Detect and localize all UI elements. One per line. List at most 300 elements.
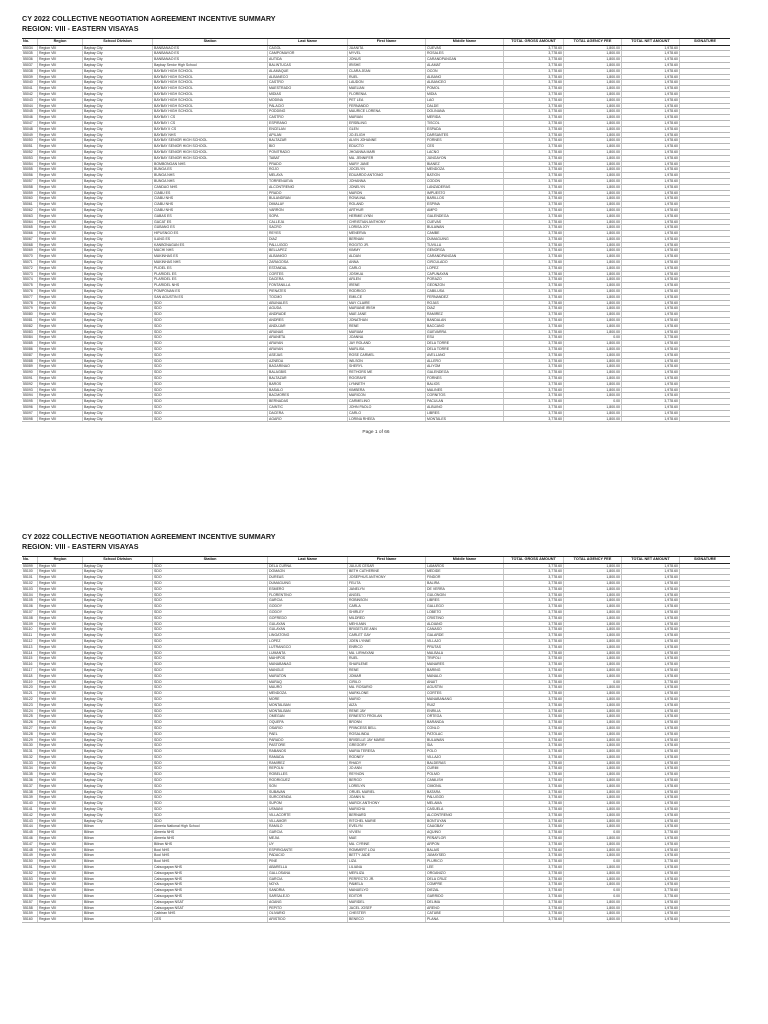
cell-middle-name: PACULAN	[426, 399, 504, 404]
cell-middle-name: PATOLAC	[426, 732, 504, 737]
cell-total-net-amount: 1,978.60	[622, 761, 680, 766]
cell-no: 55056	[22, 173, 38, 178]
cell-total-net-amount: 1,978.60	[622, 622, 680, 627]
cell-school-division: Baybay City	[83, 645, 153, 650]
cell-school-division: Baybay City	[83, 335, 153, 340]
cell-total-gross-amount: 3,778.60	[504, 127, 564, 132]
cell-school-division: Baybay City	[83, 743, 153, 748]
cell-station: SDO	[153, 335, 268, 340]
cell-middle-name: ALBUINO	[426, 405, 504, 410]
cell-total-net-amount: 1,978.60	[622, 743, 680, 748]
cell-total-agency-fee: 1,800.00	[564, 364, 622, 369]
cell-middle-name: TISCOL	[426, 121, 504, 126]
cell-no: 55067	[22, 237, 38, 242]
cell-total-agency-fee: 1,800.00	[564, 911, 622, 916]
cell-region: Region VIII	[38, 150, 83, 155]
cell-region: Region VIII	[38, 376, 83, 381]
cell-middle-name: MIDIA	[426, 92, 504, 97]
cell-last-name: CAGOL	[268, 46, 348, 51]
cell-first-name: ROBINSON	[348, 598, 426, 603]
cell-station: SDO	[153, 393, 268, 398]
cell-total-agency-fee: 1,800.00	[564, 569, 622, 574]
cell-total-agency-fee: 1,800.00	[564, 301, 622, 306]
cell-station: SDO	[153, 778, 268, 783]
cell-total-net-amount: 1,978.60	[622, 156, 680, 161]
cell-last-name: GALLOSANA	[268, 871, 348, 876]
cell-signature	[680, 272, 730, 277]
cell-total-net-amount: 1,978.60	[622, 627, 680, 632]
cell-signature	[680, 836, 730, 841]
cell-last-name: PALACIO	[268, 104, 348, 109]
cell-signature	[680, 859, 730, 864]
cell-school-division: Baybay City	[83, 598, 153, 603]
cell-signature	[680, 196, 730, 201]
cell-school-division: Baybay City	[83, 312, 153, 317]
cell-middle-name: ORTEGA	[426, 714, 504, 719]
cell-school-division: Baybay City	[83, 388, 153, 393]
cell-region: Region VIII	[38, 295, 83, 300]
column-header-middle-name: Middle Name	[426, 39, 504, 45]
cell-first-name: RUEL	[348, 656, 426, 661]
cell-total-gross-amount: 3,778.60	[504, 703, 564, 708]
cell-school-division: Baybay City	[83, 697, 153, 702]
cell-no: 55043	[22, 98, 38, 103]
cell-total-net-amount: 1,978.60	[622, 51, 680, 56]
cell-school-division: Baybay City	[83, 156, 153, 161]
cell-region: Region VIII	[38, 179, 83, 184]
cell-region: Region VIII	[38, 335, 83, 340]
cell-station: SDO	[153, 795, 268, 800]
cell-signature	[680, 185, 730, 190]
cell-signature	[680, 784, 730, 789]
cell-signature	[680, 633, 730, 638]
cell-no: 55063	[22, 214, 38, 219]
cell-total-agency-fee: 1,800.00	[564, 75, 622, 80]
cell-first-name: SHARLENE	[348, 662, 426, 667]
cell-total-agency-fee: 1,800.00	[564, 645, 622, 650]
cell-total-agency-fee: 1,800.00	[564, 237, 622, 242]
cell-region: Region VIII	[38, 272, 83, 277]
cell-total-agency-fee: 1,800.00	[564, 906, 622, 911]
cell-station: SDO	[153, 755, 268, 760]
cell-total-agency-fee: 1,800.00	[564, 115, 622, 120]
cell-signature	[680, 306, 730, 311]
cell-last-name: GULAYAN	[268, 627, 348, 632]
cell-total-gross-amount: 3,778.60	[504, 743, 564, 748]
cell-station: PLARIDEL ES	[153, 272, 268, 277]
cell-last-name: PARADO	[268, 738, 348, 743]
cell-total-net-amount: 1,978.60	[622, 685, 680, 690]
cell-middle-name: CARANDPANGAN	[426, 57, 504, 62]
cell-no: 55048	[22, 127, 38, 132]
cell-last-name: MAURO	[268, 685, 348, 690]
cell-school-division: Baybay City	[83, 162, 153, 167]
cell-station: BAYBAY I CS	[153, 115, 268, 120]
cell-region: Region VIII	[38, 214, 83, 219]
cell-region: Region VIII	[38, 196, 83, 201]
cell-region: Region VIII	[38, 668, 83, 673]
cell-station: SDO	[153, 347, 268, 352]
cell-no: 55035	[22, 51, 38, 56]
cell-signature	[680, 853, 730, 858]
cell-signature	[680, 109, 730, 114]
cell-total-agency-fee: 1,800.00	[564, 593, 622, 598]
cell-middle-name: DARSANTES	[426, 133, 504, 138]
cell-no: 55129	[22, 738, 38, 743]
cell-total-net-amount: 1,978.60	[622, 604, 680, 609]
cell-total-agency-fee: 1,800.00	[564, 668, 622, 673]
cell-total-gross-amount: 3,778.60	[504, 616, 564, 621]
cell-school-division: Baybay City	[83, 254, 153, 259]
cell-total-gross-amount: 3,778.60	[504, 63, 564, 68]
cell-total-agency-fee: 1,800.00	[564, 865, 622, 870]
cell-middle-name: CUEVAS	[426, 220, 504, 225]
column-header-last-name: Last Name	[268, 557, 348, 563]
cell-signature	[680, 301, 730, 306]
cell-no: 55066	[22, 231, 38, 236]
cell-total-net-amount: 1,978.60	[622, 709, 680, 714]
cell-total-gross-amount: 3,778.60	[504, 156, 564, 161]
cell-total-gross-amount: 3,778.60	[504, 610, 564, 615]
cell-total-agency-fee: 1,800.00	[564, 784, 622, 789]
cell-total-gross-amount: 3,778.60	[504, 98, 564, 103]
cell-region: Region VIII	[38, 388, 83, 393]
cell-middle-name: CORTES	[426, 691, 504, 696]
cell-total-agency-fee: 1,800.00	[564, 156, 622, 161]
cell-total-gross-amount: 3,778.60	[504, 911, 564, 916]
cell-region: Region VIII	[38, 593, 83, 598]
cell-station: SDO	[153, 766, 268, 771]
column-header-total-agency-fee: TOTAL AGENCY FEE	[564, 557, 622, 563]
cell-signature	[680, 581, 730, 586]
column-header-first-name: First Name	[348, 39, 426, 45]
cell-signature	[680, 260, 730, 265]
column-header-no: No.	[22, 557, 38, 563]
cell-region: Region VIII	[38, 877, 83, 882]
cell-school-division: Baybay City	[83, 266, 153, 271]
cell-last-name: ROJO	[268, 167, 348, 172]
cell-school-division: Baybay City	[83, 92, 153, 97]
cell-total-net-amount: 1,978.60	[622, 417, 680, 422]
cell-no: 55149	[22, 853, 38, 858]
cell-region: Region VIII	[38, 685, 83, 690]
cell-middle-name: CODON	[426, 179, 504, 184]
cell-last-name: PONITRADO	[268, 150, 348, 155]
cell-region: Region VIII	[38, 399, 83, 404]
cell-signature	[680, 685, 730, 690]
cell-total-net-amount: 1,978.60	[622, 150, 680, 155]
cell-middle-name: ALBANCEO	[426, 80, 504, 85]
cell-total-gross-amount: 3,778.60	[504, 121, 564, 126]
cell-first-name: BRISELLE JAY MARIE	[348, 738, 426, 743]
cell-last-name: ARANAS	[268, 330, 348, 335]
cell-total-net-amount: 1,978.60	[622, 651, 680, 656]
cell-total-net-amount: 1,978.60	[622, 231, 680, 236]
cell-first-name: CARLET GAY	[348, 633, 426, 638]
cell-middle-name: DELIMA	[426, 900, 504, 905]
cell-no: 55072	[22, 266, 38, 271]
cell-last-name: ASEJAS	[268, 353, 348, 358]
cell-signature	[680, 144, 730, 149]
cell-total-gross-amount: 3,778.60	[504, 871, 564, 876]
cell-total-gross-amount: 3,778.60	[504, 790, 564, 795]
cell-signature	[680, 674, 730, 679]
cell-total-net-amount: 1,978.60	[622, 220, 680, 225]
cell-school-division: Baybay City	[83, 813, 153, 818]
cell-middle-name: CANASO	[426, 627, 504, 632]
cell-middle-name: BATARA	[426, 790, 504, 795]
cell-total-net-amount: 1,978.60	[622, 697, 680, 702]
cell-station: SDO	[153, 616, 268, 621]
cell-total-net-amount: 1,978.60	[622, 75, 680, 80]
cell-middle-name: LEE	[426, 865, 504, 870]
cell-middle-name: LAO	[426, 98, 504, 103]
cell-total-net-amount: 3,778.60	[622, 335, 680, 340]
cell-station: SDO	[153, 353, 268, 358]
cell-middle-name: JUNGAYON	[426, 156, 504, 161]
cell-signature	[680, 761, 730, 766]
cell-last-name: PEPITO	[268, 906, 348, 911]
cell-school-division: Baybay City	[83, 685, 153, 690]
cell-total-gross-amount: 3,778.60	[504, 370, 564, 375]
cell-last-name: ARANETA	[268, 335, 348, 340]
cell-last-name: ENCELAN	[268, 127, 348, 132]
cell-region: Region VIII	[38, 761, 83, 766]
cell-signature	[680, 743, 730, 748]
cell-first-name: MA. CYRINE	[348, 842, 426, 847]
cell-signature	[680, 778, 730, 783]
cell-total-agency-fee: 1,800.00	[564, 260, 622, 265]
cell-first-name: EDUCTO	[348, 144, 426, 149]
cell-school-division: Baybay City	[83, 411, 153, 416]
cell-total-agency-fee: 1,800.00	[564, 266, 622, 271]
cell-signature	[680, 86, 730, 91]
cell-region: Region VIII	[38, 266, 83, 271]
cell-station: MACHI NHS	[153, 248, 268, 253]
cell-total-net-amount: 1,978.60	[622, 405, 680, 410]
cell-school-division: Biliran	[83, 877, 153, 882]
cell-region: Region VIII	[38, 318, 83, 323]
cell-signature	[680, 191, 730, 196]
cell-no: 55138	[22, 790, 38, 795]
cell-total-agency-fee: 1,800.00	[564, 51, 622, 56]
cell-total-agency-fee: 1,800.00	[564, 63, 622, 68]
cell-school-division: Baybay City	[83, 214, 153, 219]
cell-signature	[680, 179, 730, 184]
cell-first-name: JOANN N.	[348, 795, 426, 800]
cell-last-name: NOYA	[268, 882, 348, 887]
cell-total-agency-fee: 1,800.00	[564, 720, 622, 725]
cell-first-name: ERNESTO FROILAN	[348, 714, 426, 719]
cell-region: Region VIII	[38, 260, 83, 265]
cell-total-agency-fee: 1,800.00	[564, 848, 622, 853]
cell-station: SDO	[153, 801, 268, 806]
cell-no: 55112	[22, 639, 38, 644]
cell-signature	[680, 266, 730, 271]
cell-school-division: Baybay City	[83, 127, 153, 132]
cell-school-division: Biliran	[83, 911, 153, 916]
cell-total-net-amount: 1,978.60	[622, 871, 680, 876]
cell-last-name: MONTALBAN	[268, 703, 348, 708]
cell-total-gross-amount: 3,778.60	[504, 248, 564, 253]
cell-signature	[680, 138, 730, 143]
cell-first-name: CARMELINO	[348, 399, 426, 404]
cell-signature	[680, 127, 730, 132]
cell-no: 55041	[22, 86, 38, 91]
cell-first-name: ROGRAYE	[348, 376, 426, 381]
cell-total-gross-amount: 3,778.60	[504, 353, 564, 358]
cell-last-name: ESMERO	[268, 587, 348, 592]
cell-signature	[680, 417, 730, 422]
cell-school-division: Baybay City	[83, 301, 153, 306]
cell-no: 55051	[22, 144, 38, 149]
cell-signature	[680, 220, 730, 225]
cell-middle-name: AVELLANO	[426, 353, 504, 358]
cell-total-gross-amount: 3,778.60	[504, 587, 564, 592]
cell-region: Region VIII	[38, 639, 83, 644]
cell-signature	[680, 405, 730, 410]
cell-total-net-amount: 1,978.60	[622, 330, 680, 335]
cell-total-agency-fee: 1,800.00	[564, 882, 622, 887]
cell-region: Region VIII	[38, 185, 83, 190]
cell-first-name: PET LEA	[348, 98, 426, 103]
cell-middle-name: ARENO	[426, 906, 504, 911]
cell-last-name: PRADO	[268, 162, 348, 167]
cell-school-division: Baybay City	[83, 121, 153, 126]
cell-total-net-amount: 1,978.60	[622, 202, 680, 207]
cell-school-division: Biliran	[83, 888, 153, 893]
cell-last-name: SUBAVAN	[268, 790, 348, 795]
cell-total-net-amount: 1,978.60	[622, 819, 680, 824]
cell-total-net-amount: 1,978.60	[622, 575, 680, 580]
cell-school-division: Baybay City	[83, 347, 153, 352]
cell-total-agency-fee: 0.00	[564, 399, 622, 404]
cell-signature	[680, 324, 730, 329]
cell-first-name: ROLAND	[348, 202, 426, 207]
cell-region: Region VIII	[38, 807, 83, 812]
cell-school-division: Baybay City	[83, 587, 153, 592]
cell-first-name: JUANITA	[348, 46, 426, 51]
cell-last-name: AZNEDA	[268, 359, 348, 364]
cell-station: SDO	[153, 680, 268, 685]
cell-total-gross-amount: 3,778.60	[504, 906, 564, 911]
cell-total-gross-amount: 3,778.60	[504, 714, 564, 719]
cell-school-division: Baybay City	[83, 639, 153, 644]
cell-school-division: Baybay City	[83, 674, 153, 679]
cell-total-gross-amount: 3,778.60	[504, 772, 564, 777]
cell-school-division: Baybay City	[83, 819, 153, 824]
cell-region: Region VIII	[38, 714, 83, 719]
cell-first-name: MA. LIRHAYANI	[348, 651, 426, 656]
cell-middle-name: LANZADERAS	[426, 185, 504, 190]
cell-first-name: REYNON	[348, 772, 426, 777]
cell-station: SDO	[153, 312, 268, 317]
cell-school-division: Baybay City	[83, 220, 153, 225]
cell-region: Region VIII	[38, 697, 83, 702]
cell-signature	[680, 318, 730, 323]
cell-total-gross-amount: 3,778.60	[504, 277, 564, 282]
cell-station: BAYBAY HIGH SCHOOL	[153, 109, 268, 114]
cell-last-name: DACERA	[268, 411, 348, 416]
cell-region: Region VIII	[38, 743, 83, 748]
column-header-total-net-amount: TOTAL NET AMOUNT	[622, 39, 680, 45]
cell-station: Cabucgayan NHS	[153, 894, 268, 899]
cell-no: 55115	[22, 656, 38, 661]
cell-middle-name: LACNO	[426, 150, 504, 155]
column-header-station: Station	[153, 39, 268, 45]
cell-region: Region VIII	[38, 651, 83, 656]
cell-first-name: LORISA JOY	[348, 225, 426, 230]
cell-middle-name: BULAWAN	[426, 738, 504, 743]
cell-total-net-amount: 1,978.60	[622, 144, 680, 149]
cell-first-name: MAE JANE	[348, 312, 426, 317]
cell-last-name: TOCMO	[268, 295, 348, 300]
cell-last-name: CAINTIC	[268, 405, 348, 410]
cell-total-gross-amount: 3,778.60	[504, 237, 564, 242]
cell-station: SDO	[153, 691, 268, 696]
cell-school-division: Baybay City	[83, 616, 153, 621]
cell-last-name: ABARELLA	[268, 865, 348, 870]
cell-middle-name: ESU	[426, 335, 504, 340]
cell-no: 55155	[22, 888, 38, 893]
cell-station: BAYBAY HIGH SCHOOL	[153, 98, 268, 103]
cell-last-name: USMANI	[268, 807, 348, 812]
cell-region: Region VIII	[38, 191, 83, 196]
cell-total-gross-amount: 3,778.60	[504, 214, 564, 219]
cell-signature	[680, 347, 730, 352]
cell-signature	[680, 627, 730, 632]
cell-region: Region VIII	[38, 86, 83, 91]
cell-total-gross-amount: 3,778.60	[504, 848, 564, 853]
cell-total-gross-amount: 3,778.60	[504, 388, 564, 393]
cell-middle-name: ESPADA	[426, 127, 504, 132]
cell-total-gross-amount: 3,778.60	[504, 411, 564, 416]
cell-station: SDO	[153, 749, 268, 754]
cell-no: 55159	[22, 911, 38, 916]
cell-no: 55102	[22, 581, 38, 586]
cell-first-name: WILSON	[348, 359, 426, 364]
cell-total-gross-amount: 3,778.60	[504, 662, 564, 667]
cell-station: BANBANAO ES	[153, 51, 268, 56]
cell-last-name: REPOLN	[268, 766, 348, 771]
cell-station: BAYBAY HIGH SCHOOL	[153, 104, 268, 109]
cell-total-net-amount: 1,978.60	[622, 877, 680, 882]
cell-school-division: Baybay City	[83, 399, 153, 404]
cell-station: SDO	[153, 813, 268, 818]
cell-no: 55156	[22, 894, 38, 899]
cell-school-division: Biliran	[83, 882, 153, 887]
cell-total-gross-amount: 3,778.60	[504, 376, 564, 381]
cell-no: 55092	[22, 382, 38, 387]
cell-first-name: CIRILO	[348, 680, 426, 685]
cell-middle-name: MENDOZA	[426, 167, 504, 172]
cell-total-net-amount: 1,978.60	[622, 237, 680, 242]
cell-last-name: CALLEJA	[268, 220, 348, 225]
cell-total-gross-amount: 3,778.60	[504, 92, 564, 97]
cell-last-name: FLORENTINO	[268, 593, 348, 598]
cell-no: 55036	[22, 57, 38, 62]
cell-total-agency-fee: 1,800.00	[564, 656, 622, 661]
cell-middle-name: ALCONTRENIO	[426, 813, 504, 818]
cell-no: 55090	[22, 370, 38, 375]
cell-no: 55039	[22, 75, 38, 80]
cell-first-name: JO-ELIGH	[348, 133, 426, 138]
cell-last-name: REYES	[268, 231, 348, 236]
cell-station: SDO	[153, 581, 268, 586]
cell-total-gross-amount: 3,778.60	[504, 819, 564, 824]
cell-station: SDO	[153, 622, 268, 627]
cell-region: Region VIII	[38, 243, 83, 248]
